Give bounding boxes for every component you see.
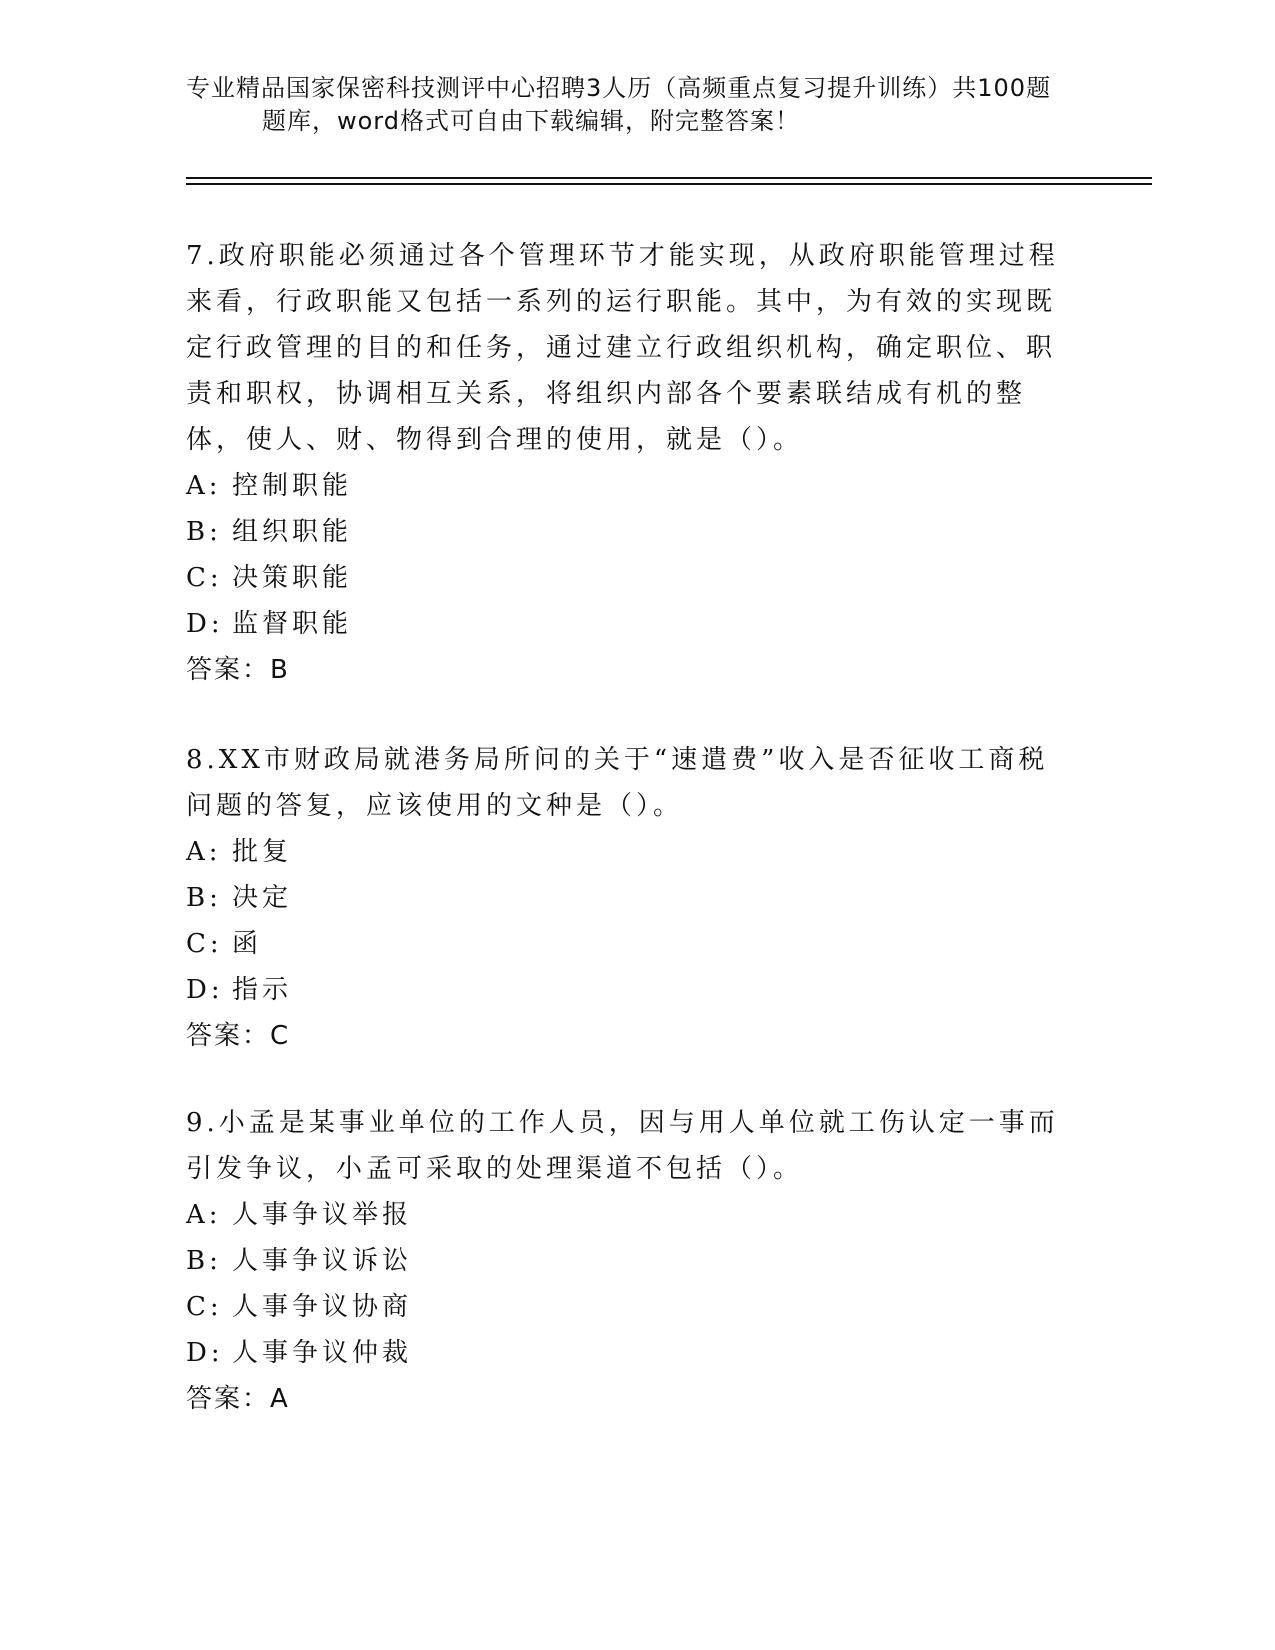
question-7 <box>186 233 1066 693</box>
option-text: 决策职能 <box>232 563 353 593</box>
option-c <box>186 1284 1066 1330</box>
option-key: D: <box>186 975 224 1005</box>
option-d <box>186 1330 1066 1376</box>
option-b <box>186 1238 1066 1284</box>
option-text: 人事争议协商 <box>232 1292 413 1322</box>
option-b <box>186 875 1066 921</box>
option-text: 控制职能 <box>232 471 353 501</box>
header-divider-top <box>186 177 1152 179</box>
option-a <box>186 463 1066 509</box>
question-stem: 9.小孟是某事业单位的工作人员，因与用人单位就工伤认定一事而引发争议，小孟可采取的处理渠道不包括（）。 <box>186 1108 1059 1184</box>
question-8 <box>186 737 1066 1059</box>
option-b <box>186 509 1066 555</box>
option-text: 人事争议诉讼 <box>232 1246 413 1276</box>
option-text: 决定 <box>232 883 293 913</box>
header-title-line2: 题库，word格式可自由下载编辑，附完整答案！ <box>262 107 800 135</box>
answer-line: 答案：A <box>186 1384 290 1414</box>
question-stem: 7.政府职能必须通过各个管理环节才能实现，从政府职能管理过程来看，行政职能又包括一系列的运行职能。其中，为有效的实现既定行政管理的目的和任务，通过建立行政组织机构，确定职位、职责和职权，协调相互关系，将组织内部各个要素联结成有机的整体，使人、财、物得到合理的使用，就是（）。 <box>186 241 1059 455</box>
option-text: 指示 <box>232 975 293 1005</box>
option-d <box>186 601 1066 647</box>
option-key: C: <box>186 563 223 593</box>
option-key: A: <box>186 471 222 501</box>
answer-line: 答案：B <box>186 655 290 685</box>
option-c <box>186 555 1066 601</box>
document-header <box>186 72 1066 138</box>
option-key: A: <box>186 837 222 867</box>
option-d <box>186 967 1066 1013</box>
option-key: B: <box>186 517 222 547</box>
option-key: C: <box>186 1292 223 1322</box>
option-key: D: <box>186 609 224 639</box>
question-9 <box>186 1100 1066 1422</box>
header-title-line1: 专业精品国家保密科技测评中心招聘3人历（高频重点复习提升训练）共100题 <box>186 74 1052 102</box>
option-c <box>186 921 1066 967</box>
option-key: D: <box>186 1338 224 1368</box>
answer-line: 答案：C <box>186 1021 291 1051</box>
option-a <box>186 829 1066 875</box>
question-stem: 8.XX市财政局就港务局所问的关于“速遣费”收入是否征收工商税问题的答复，应该使用的文种是（）。 <box>186 745 1049 821</box>
option-text: 组织职能 <box>232 517 353 547</box>
option-text: 函 <box>232 929 263 959</box>
option-key: C: <box>186 929 223 959</box>
option-text: 监督职能 <box>232 609 353 639</box>
option-text: 人事争议仲裁 <box>232 1338 413 1368</box>
header-divider-bottom <box>186 183 1152 185</box>
option-text: 批复 <box>232 837 293 867</box>
option-key: B: <box>186 1246 222 1276</box>
option-key: B: <box>186 883 222 913</box>
option-key: A: <box>186 1200 222 1230</box>
option-a <box>186 1192 1066 1238</box>
option-text: 人事争议举报 <box>232 1200 413 1230</box>
